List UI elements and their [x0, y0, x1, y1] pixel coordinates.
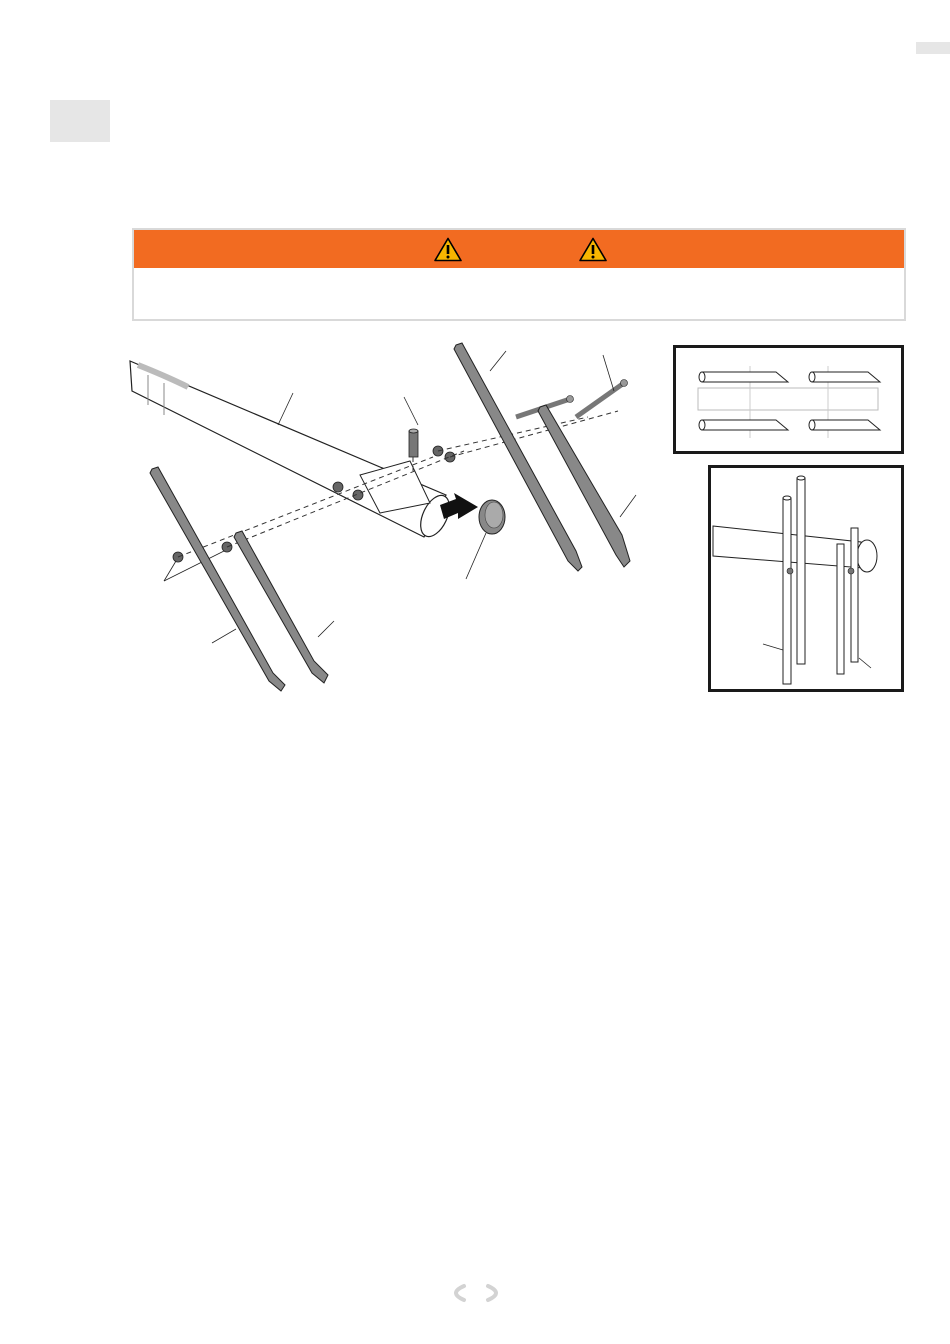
cap	[440, 493, 505, 579]
warning-triangle-icon	[434, 237, 462, 262]
bolts	[516, 355, 628, 417]
warning-box	[132, 228, 906, 321]
side-view-figure	[711, 468, 901, 689]
assembly-diagram	[128, 335, 668, 705]
page-tab	[916, 42, 950, 54]
stake-left-back	[234, 531, 334, 683]
section-marker	[50, 100, 110, 142]
stake-right-back	[538, 405, 636, 567]
pin	[404, 397, 418, 457]
top-view-figure	[676, 348, 901, 451]
warning-triangle-icon	[579, 237, 607, 262]
warning-body	[134, 268, 904, 284]
warning-header	[134, 230, 904, 268]
page-navigation	[444, 1283, 508, 1303]
chevron-right-icon[interactable]	[488, 1286, 496, 1300]
inset-top-view	[673, 345, 904, 454]
chevron-left-icon[interactable]	[456, 1286, 464, 1300]
inset-side-view	[708, 465, 904, 692]
